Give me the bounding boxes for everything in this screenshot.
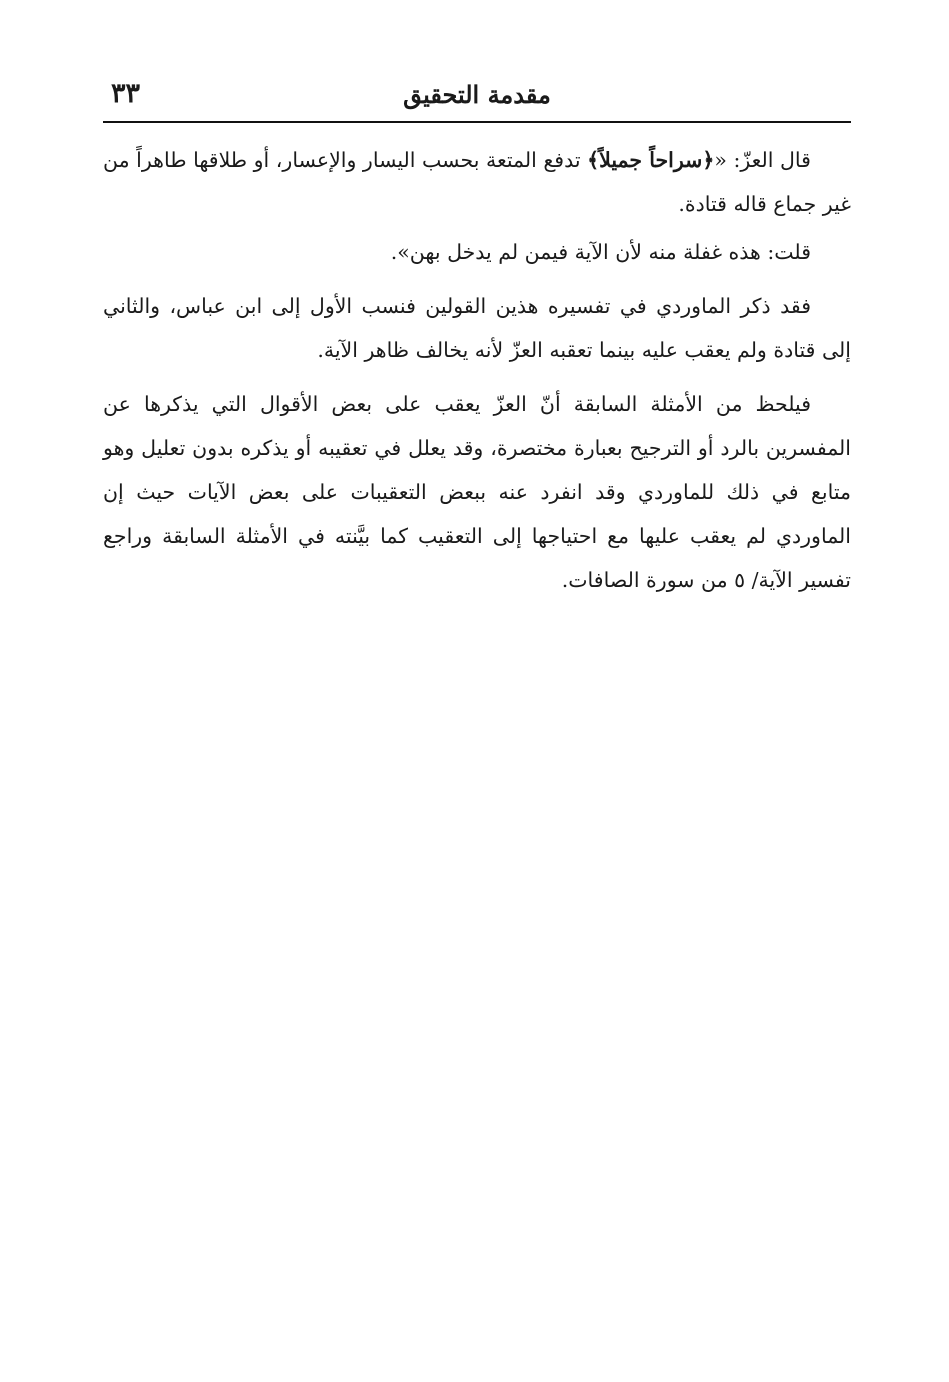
paragraph-1-rest: تدفع المتعة بحسب اليسار والإعسار، أو طلاقها طاهراً من غير جماع قاله قتادة. — [103, 148, 851, 216]
paragraph-1-lead: قال العزّ: « — [714, 148, 811, 172]
header-divider — [103, 121, 851, 123]
running-title: مقدمة التحقيق — [403, 80, 551, 109]
page-number: ٣٣ — [111, 78, 141, 109]
paragraph-3: فقد ذكر الماوردي في تفسيره هذين القولين فنسب الأول إلى ابن عباس، والثاني إلى قتادة ولم يعقب عليه بينما تعقبه العزّ لأنه يخالف ظاهر الآية. — [103, 294, 851, 362]
paragraph-1 — [103, 138, 851, 226]
paragraph-2: قلت: هذه غفلة منه لأن الآية فيمن لم يدخل بهن». — [390, 240, 811, 264]
page-header — [103, 76, 851, 116]
paragraph-4: فيلحظ من الأمثلة السابقة أنّ العزّ يعقب على بعض الأقوال التي يذكرها عن المفسرين بالرد أو الترجيح بعبارة مختصرة، وقد يعلل في تعقيبه أو يذكره بدون تعليل وهو متابع في ذلك للماوردي وقد انفرد عنه ببعض التعقيبات على بعض الآيات حيث إن الماوردي لم يعقب عليها مع احتياجها إلى التعقيب كما بيَّنته في الأمثلة السابقة وراجع تفسير الآية/ ٥ من سورة الصافات. — [103, 392, 851, 592]
body-text — [103, 138, 851, 612]
quran-quote: ﴿سراحاً جميلاً﴾ — [587, 148, 715, 172]
